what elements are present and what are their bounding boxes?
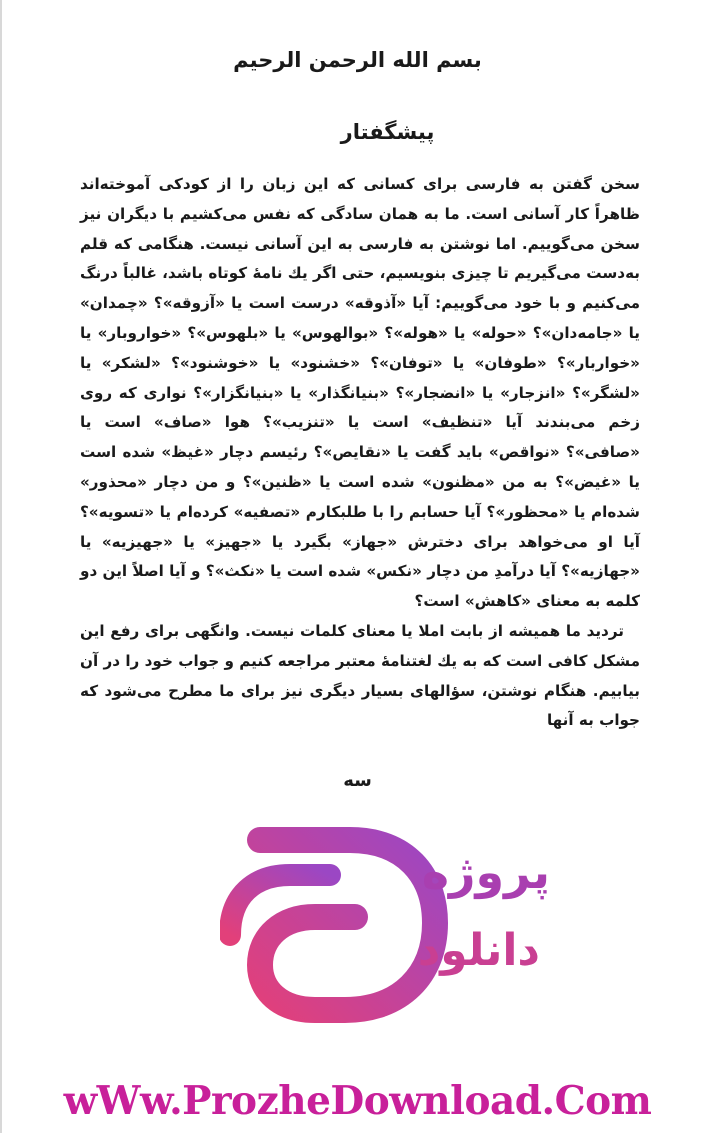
logo-word-download: دانلود: [417, 925, 540, 976]
basmala-heading: بسم الله الرحمن الرحیم: [233, 48, 482, 72]
page-title: پیشگفتار: [340, 120, 435, 144]
body-text: [80, 170, 640, 736]
logo-word-prozhe: پروژه: [421, 845, 550, 899]
page-number: سه: [343, 770, 372, 791]
site-watermark: wWw.ProzheDownload.Com: [63, 1078, 652, 1124]
paragraph-1: سخن گفتن به فارسی برای کسانی که این زبان را از کودکی آموخته‌اند ظاهراً کار آسانی است. ما به همان سادگی که نفس می‌کشیم با دیگران نیز سخن می‌گوییم. اما نوشتن به فارسی به این آسانی نیست. هنگامی که قلم به‌دست می‌گیریم تا چیزی بنویسیم، حتی اگر یك نامهٔ کوتاه باشد، غالباً درنگ می‌کنیم و با خود می‌گوییم: آیا «آذوقه» درست است یا «آزوقه»؟ «چمدان» یا «جامه‌دان»؟ «حوله» یا «هوله»؟ «بوالهوس» یا «بلهوس»؟ «خواروبار» یا «خواربار»؟ «طوفان» یا «توفان»؟ «خشنود» یا «خوشنود»؟ «لشکر» یا «لشگر»؟ «انزجار» یا «انضجار»؟ «بنیانگذار» یا «بنیانگزار»؟ نواری که روی زخم می‌بندند آیا «تنظیف» است یا «تنزیب»؟ هوا «صاف» است یا «صافی»؟ «نواقص» باید گفت یا «نقایص»؟ رئیسم دچار «غیظ» شده است یا «غیض»؟ به من «مظنون» شده است یا «ظنین»؟ و من دچار «محذور» شده‌ام یا «محظور»؟ آیا حسابم را با طلبکارم «تصفیه» کرده‌ام یا «تسویه»؟ آیا او می‌خواهد برای دخترش «جهاز» بگیرد یا «جهیز» یا «جهیزیه» یا «جهازیه»؟ آیا درآمدِ من دچار «نکس» شده است یا «نکث»؟ و آیا اصلاً این دو کلمه به معنای «کاهش» است؟: [80, 175, 640, 611]
paragraph-2: تردید ما همیشه از بابت املا یا معنای کلمات نیست. وانگهی برای رفع این مشکل کافی است که به یك لغتنامهٔ معتبر مراجعه کنیم و جواب خود را در آن بیابیم. هنگام نوشتن، سؤالهای بسیار دیگری نیز برای ما مطرح می‌شود که جواب به آنها: [80, 621, 640, 730]
prozhe-download-logo: [220, 815, 550, 1045]
